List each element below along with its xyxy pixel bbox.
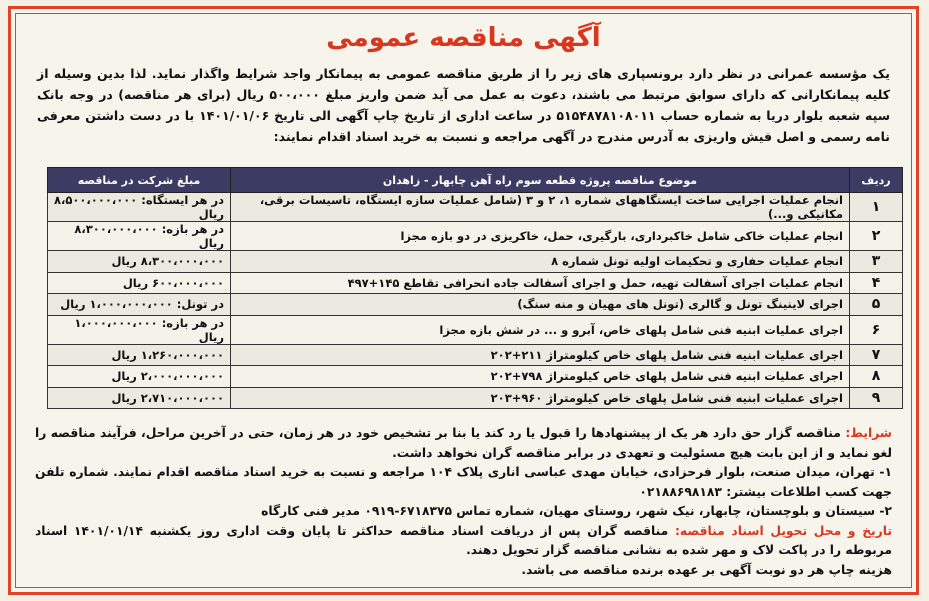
row-fee: در هر ایستگاه: ۸،۵۰۰،۰۰۰،۰۰۰ ریال xyxy=(48,193,231,222)
row-subject: انجام عملیات خاکی شامل خاکبرداری، بارگیری، حمل، خاکریزی در دو بازه مجزا xyxy=(231,222,850,251)
table-row xyxy=(48,193,903,222)
row-fee: ۱،۲۶۰،۰۰۰،۰۰۰ ریال xyxy=(48,344,231,366)
table-row xyxy=(48,294,903,316)
row-num: ۵ xyxy=(850,294,903,316)
row-fee: در هر بازه: ۱،۰۰۰،۰۰۰،۰۰۰ ریال xyxy=(48,315,231,344)
table-row xyxy=(48,315,903,344)
header-num: ردیف xyxy=(850,168,903,193)
advertisement-frame xyxy=(8,6,919,595)
table-row xyxy=(48,251,903,273)
conditions-section xyxy=(35,424,892,580)
row-fee: در تونل: ۱،۰۰۰،۰۰۰،۰۰۰ ریال xyxy=(48,294,231,316)
row-subject: انجام عملیات اجرای آسفالت تهیه، حمل و اجرای آسفالت جاده انحرافی تقاطع ۱۴۵+۴۹۷ xyxy=(231,272,850,294)
tender-table xyxy=(47,167,903,409)
row-num: ۳ xyxy=(850,251,903,273)
row-num: ۲ xyxy=(850,222,903,251)
ad-title: آگهی مناقصه عمومی xyxy=(326,23,601,53)
conditions-label: شرایط: xyxy=(845,426,893,440)
row-num: ۹ xyxy=(850,387,903,409)
row-fee: ۲،۰۰۰،۰۰۰،۰۰۰ ریال xyxy=(48,366,231,388)
footer-note: هزینه چاپ هر دو نوبت آگهی بر عهده برنده مناقصه می باشد. xyxy=(521,562,892,577)
row-subject: انجام عملیات اجرایی ساخت ایستگاههای شماره ۱، ۲ و ۳ (شامل عملیات سازه ایستگاه، تاسیسات برقی، مکانیکی و...) xyxy=(231,193,850,222)
delivery-paragraph xyxy=(35,522,892,561)
table-row xyxy=(48,366,903,388)
header-subject: موضوع مناقصه پروژه قطعه سوم راه آهن چابهار - زاهدان xyxy=(231,168,850,193)
row-num: ۱ xyxy=(850,193,903,222)
row-subject: اجرای لاینینگ تونل و گالری (تونل های مهیان و منه سنگ) xyxy=(231,294,850,316)
intro-paragraph: یک مؤسسه عمرانی در نظر دارد برونسپاری های زیر را از طریق مناقصه عمومی به پیمانکار واجد شرایط واگذار نماید. لذا بدین وسیله از کلیه پیمانکارانی که دارای سوابق مرتبط می باشند، دعوت به عمل می آید ضمن واریز مبلغ ۵۰۰،۰۰۰ ریال (برای هر مناقصه) در وجه بانک سپه شعبه بلوار دریا به شماره حساب ۵۱۵۴۸۷۸۱۰۸۰۱۱ در ساعت اداری از تاریخ چاپ آگهی الی تاریخ ۱۴۰۱/۰۱/۰۶ با در دست داشتن معرفی نامه رسمی و اصل فیش واریزی به آدرس مندرج در آگهی مراجعه و نسبت به خرید اسناد اقدام نمایند: xyxy=(37,66,890,144)
row-subject: اجرای عملیات ابنیه فنی شامل پلهای خاص کیلومتراژ ۷۹۸+۲۰۲ xyxy=(231,366,850,388)
row-subject: اجرای عملیات ابنیه فنی شامل پلهای خاص، آبرو و ... در شش بازه مجزا xyxy=(231,315,850,344)
row-subject: اجرای عملیات ابنیه فنی شامل پلهای خاص کیلومتراژ ۲۱۱+۲۰۲ xyxy=(231,344,850,366)
table-row xyxy=(48,387,903,409)
table-row xyxy=(48,272,903,294)
conditions-paragraph xyxy=(35,424,892,463)
row-subject: انجام عملیات حفاری و تحکیمات اولیه تونل شماره ۸ xyxy=(231,251,850,273)
row-subject: اجرای عملیات ابنیه فنی شامل پلهای خاص کیلومتراژ ۹۶۰+۲۰۳ xyxy=(231,387,850,409)
table-header-row xyxy=(48,168,903,193)
row-num: ۴ xyxy=(850,272,903,294)
table-row xyxy=(48,344,903,366)
row-fee: ۸،۳۰۰،۰۰۰،۰۰۰ ریال xyxy=(48,251,231,273)
address-line-1: ۱- تهران، میدان صنعت، بلوار فرحزادی، خیابان مهدی عباسی اناری پلاک ۱۰۴ مراجعه و نسبت به خرید اسناد مناقصه اقدام نمایند. شماره تلفن جهت کسب اطلاعات بیشتر: ۰۲۱۸۸۶۹۸۱۸۳ xyxy=(35,465,893,499)
header-fee: مبلغ شرکت در مناقصه xyxy=(48,168,231,193)
row-fee: ۲،۷۱۰،۰۰۰،۰۰۰ ریال xyxy=(48,387,231,409)
row-fee: ۶۰۰،۰۰۰،۰۰۰ ریال xyxy=(48,272,231,294)
row-num: ۶ xyxy=(850,315,903,344)
delivery-label: تاریخ و محل تحویل اسناد مناقصه: xyxy=(674,523,892,538)
conditions-text: مناقصه گزار حق دارد هر یک از پیشنهادها را قبول یا رد کند یا بنا بر تشخیص خود در هر زمان، حتی در آخرین مراحل، فرآیند مناقصه را لغو نماید و از این بابت هیچ مسئولیت و تعهدی در برابر مناقصه گران نخواهد داشت. xyxy=(35,426,892,460)
table-row xyxy=(48,222,903,251)
delivery-text: مناقصه گران پس از دریافت اسناد مناقصه حداکثر تا پایان وقت اداری روز یکشنبه ۱۴۰۱/۰۱/۱۴ اسناد مربوطه را در پاکت لاک و مهر شده به نشانی مناقصه گزار تحویل دهند. xyxy=(35,523,892,557)
row-num: ۸ xyxy=(850,366,903,388)
row-num: ۷ xyxy=(850,344,903,366)
address-line-2: ۲- سیستان و بلوچستان، چابهار، نیک شهر، روستای مهیان، شماره تماس ۶۷۱۸۳۷۵-۰۹۱۹ مدیر فنی کارگاه xyxy=(261,504,892,518)
row-fee: در هر بازه: ۸،۳۰۰،۰۰۰،۰۰۰ ریال xyxy=(48,222,231,251)
